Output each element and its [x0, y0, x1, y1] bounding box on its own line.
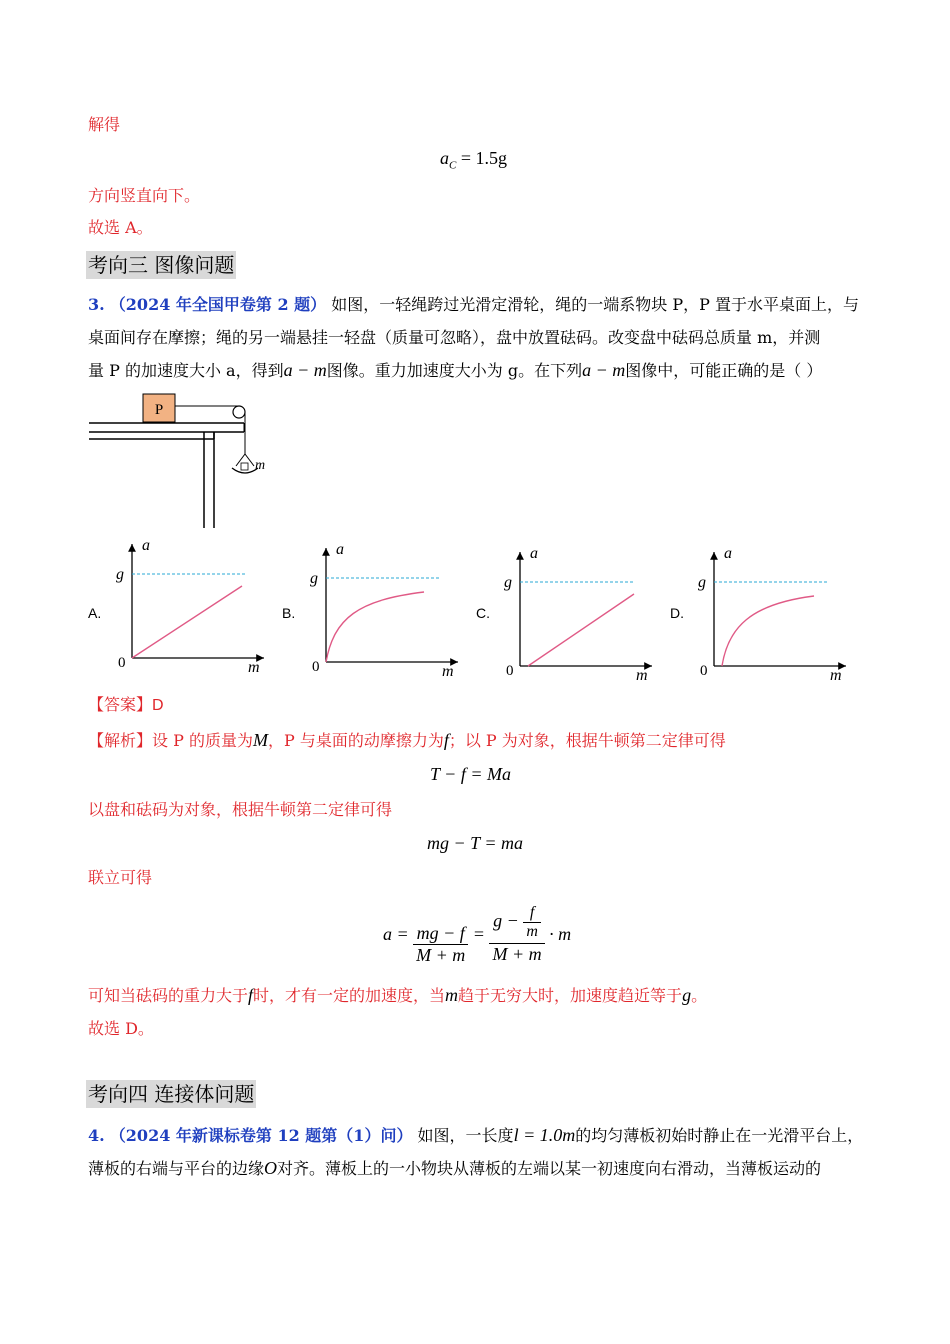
g-label: g [116, 566, 124, 583]
q4-line1: 4. （2024 年新课标卷第 12 题第（1）问） 如图，一长度l = 1.0m的均匀薄板初始时静止在一光滑平台上， [88, 1125, 864, 1145]
x-axis-label: m [636, 667, 648, 684]
g-label: g [698, 574, 706, 591]
section-heading-4: 考向四 连接体问题 [88, 1082, 255, 1106]
origin-label: 0 [312, 659, 320, 675]
origin-label: 0 [506, 663, 514, 679]
equation-2: mg − T = ma [427, 833, 523, 853]
option-d-label[interactable]: D. [670, 605, 684, 621]
answer-line: 【答案】D [88, 695, 164, 714]
pulley-icon [233, 406, 245, 418]
origin-label: 0 [118, 655, 126, 671]
result-equation: $a_C = 1.5g$ [440, 148, 507, 172]
option-graph-b[interactable] [306, 540, 466, 680]
a-m-curve [528, 594, 634, 666]
y-axis-label: a [724, 545, 732, 562]
analysis-line1: 【解析】设 P 的质量为M，P 与桌面的动摩擦力为f；以 P 为对象，根据牛顿第二定律可得 [88, 730, 726, 750]
g-label: g [310, 570, 318, 587]
origin-label: 0 [700, 663, 708, 679]
q3-line3: 量 P 的加速度大小 a，得到a − m图像。重力加速度大小为 g。在下列a − m图像中，可能正确的是（ ） [88, 360, 823, 380]
choose-a: 故选 A。 [88, 218, 153, 237]
analysis-line2: 以盘和砝码为对象，根据牛顿第二定律可得 [88, 800, 393, 819]
x-axis-label: m [830, 667, 842, 684]
a-m-curve [722, 596, 814, 666]
q3-line1: 3. （2024 年全国甲卷第 2 题） 如图，一轻绳跨过光滑定滑轮，绳的一端系物块 P，P 置于水平桌面上，与 [88, 295, 859, 314]
a-m-curve [326, 592, 424, 662]
option-c-label[interactable]: C. [476, 605, 490, 621]
y-axis-label: a [336, 541, 344, 558]
equation-3: a = $\frac{mg - f}{M + m}$ = g − $\frac{f}{m}$ M + m · m [383, 904, 572, 965]
direction-text: 方向竖直向下。 [88, 186, 201, 205]
section-heading-3: 考向三 图像问题 [88, 253, 235, 277]
option-a-label[interactable]: A. [88, 605, 102, 621]
x-axis-label: m [248, 659, 260, 676]
analysis-line4: 可知当砝码的重力大于f时，才有一定的加速度，当m趋于无穷大时，加速度趋近等于g。 [88, 985, 708, 1005]
solve-label: 解得 [88, 115, 121, 134]
apparatus-figure [86, 392, 286, 532]
g-label: g [504, 574, 512, 591]
q4-source: （2024 年新课标卷第 12 题第（1）问） [109, 1126, 413, 1145]
option-graph-a[interactable] [112, 536, 272, 676]
weight-icon [241, 463, 248, 470]
mass-label: m [255, 458, 266, 473]
analysis-line3: 联立可得 [88, 868, 153, 887]
option-b-label[interactable]: B. [282, 605, 296, 621]
q4-number: 4. [88, 1126, 105, 1145]
equation-1: T − f = Ma [430, 764, 511, 784]
x-axis-label: m [442, 663, 454, 680]
answer-value: D [152, 697, 164, 714]
choose-d: 故选 D。 [88, 1019, 154, 1038]
y-axis-label: a [530, 545, 538, 562]
q3-number: 3. [88, 295, 105, 314]
q3-source: （2024 年全国甲卷第 2 题） [109, 295, 327, 314]
q4-line2: 薄板的右端与平台的边缘O对齐。薄板上的一小物块从薄板的左端以某一初速度向右滑动，当薄板运动的 [88, 1158, 822, 1178]
option-graph-d[interactable] [694, 544, 854, 684]
a-m-curve [132, 586, 242, 658]
q3-line2: 桌面间存在摩擦；绳的另一端悬挂一轻盘（质量可忽略），盘中放置砝码。改变盘中砝码总质量 m，并测 [88, 328, 821, 347]
y-axis-label: a [142, 537, 150, 554]
option-graph-c[interactable] [500, 544, 660, 684]
block-p-label: P [154, 402, 164, 418]
